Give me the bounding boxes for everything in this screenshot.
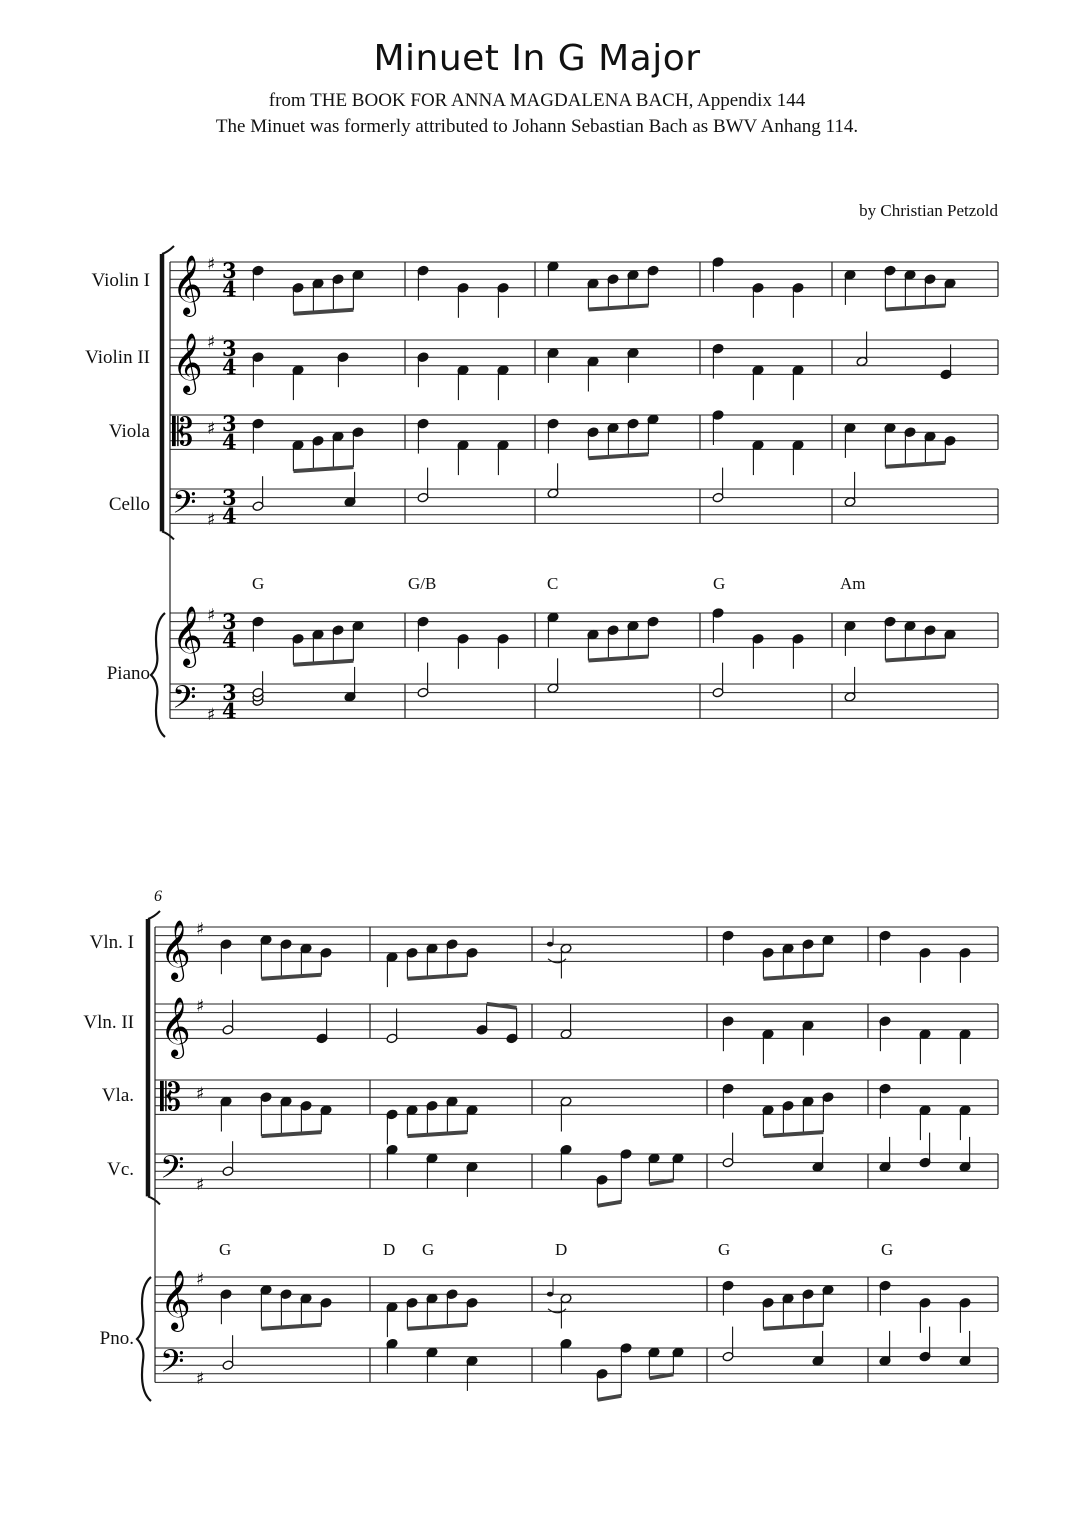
bracket-hook — [162, 246, 174, 254]
beam — [588, 454, 648, 458]
beam — [407, 1325, 467, 1329]
instrument-name-viola: Viola — [108, 421, 150, 442]
staff-lines — [155, 262, 998, 1382]
bracket-hook — [162, 531, 174, 539]
treble-clef: 𝄞 — [172, 333, 203, 393]
alto-clef: 𝄡 — [172, 410, 194, 454]
grace-note — [547, 1292, 553, 1297]
chord-symbol: C — [547, 574, 559, 593]
chord-symbol: G — [713, 574, 726, 593]
key-signature-sharp: ♯ — [207, 418, 216, 439]
beam — [407, 975, 467, 979]
beam — [597, 1202, 621, 1206]
beam — [597, 1396, 621, 1400]
instrument-name-cello: Cello — [108, 494, 150, 515]
piano-brace — [151, 613, 165, 737]
piano-brace — [137, 1277, 151, 1401]
instrument-name-piano: Pno. — [99, 1328, 134, 1349]
clefs — [160, 255, 237, 1389]
beam — [649, 1180, 673, 1184]
chord-symbol: D — [555, 1240, 568, 1259]
system-brackets — [137, 246, 174, 1401]
slur — [548, 959, 566, 963]
key-signature-sharp: ♯ — [196, 996, 205, 1017]
treble-clef: 𝄞 — [160, 997, 191, 1057]
bass-clef: 𝄢 — [160, 1149, 185, 1193]
time-signature-top: 3 — [222, 680, 237, 706]
bracket-hook — [148, 911, 160, 919]
beam — [407, 1132, 467, 1136]
beam — [763, 1132, 823, 1136]
chord-symbol: G — [422, 1240, 435, 1259]
key-signature-sharp: ♯ — [207, 605, 216, 626]
time-signature-bottom: 4 — [222, 276, 237, 302]
key-signature-sharp: ♯ — [207, 332, 216, 353]
chord-symbol: G — [252, 574, 265, 593]
treble-clef: 𝄞 — [172, 255, 203, 315]
chord-symbol: D — [383, 1240, 396, 1259]
bass-clef: 𝄢 — [172, 484, 197, 528]
time-signature-top: 3 — [222, 609, 237, 635]
bass-clef: 𝄢 — [172, 679, 197, 723]
time-signature-bottom: 4 — [222, 503, 237, 529]
page-title: Minuet In G Major — [373, 38, 701, 79]
key-signature-sharp: ♯ — [207, 705, 216, 726]
chord-symbol: G — [881, 1240, 894, 1259]
treble-clef: 𝄞 — [172, 606, 203, 666]
beam — [885, 306, 945, 310]
time-signature-bottom: 4 — [222, 698, 237, 724]
time-signature-bottom: 4 — [222, 354, 237, 380]
beam — [885, 657, 945, 661]
beam — [261, 975, 321, 979]
key-signature-sharp: ♯ — [196, 1369, 205, 1390]
instrument-name-violin-1: Violin I — [91, 270, 150, 291]
instrument-name-violin-2: Vln. II — [83, 1012, 134, 1033]
chord-symbol: Am — [840, 574, 866, 593]
time-signature-top: 3 — [222, 485, 237, 511]
treble-clef: 𝄞 — [160, 920, 191, 980]
beam — [763, 975, 823, 979]
key-signature-sharp: ♯ — [207, 254, 216, 275]
beam — [763, 1325, 823, 1329]
time-signature-top: 3 — [222, 336, 237, 362]
beam — [261, 1132, 321, 1136]
key-signature-sharp: ♯ — [196, 1269, 205, 1290]
chord-symbol: G — [219, 1240, 232, 1259]
slur — [548, 1309, 566, 1313]
alto-clef: 𝄡 — [160, 1075, 182, 1119]
measure-number: 6 — [154, 888, 162, 905]
beam — [293, 467, 353, 471]
key-signature-sharp: ♯ — [196, 1175, 205, 1196]
beam — [885, 463, 945, 467]
instrument-name-piano: Piano — [106, 663, 150, 684]
grace-note — [547, 942, 553, 947]
beam — [293, 310, 353, 314]
subtitle-line-2: The Minuet was formerly attributed to Johann Sebastian Bach as BWV Anhang 114. — [215, 116, 859, 137]
key-signature-sharp: ♯ — [196, 919, 205, 940]
beam — [588, 306, 648, 310]
time-signature-bottom: 4 — [222, 429, 237, 455]
bracket-hook — [148, 1196, 160, 1204]
time-signature-bottom: 4 — [222, 627, 237, 653]
subtitle-line-1: from THE BOOK FOR ANNA MAGDALENA BACH, Appendix 144 — [268, 90, 806, 111]
notes — [220, 257, 971, 1400]
beam — [261, 1325, 321, 1329]
time-signature-top: 3 — [222, 411, 237, 437]
composer-credit: by Christian Petzold — [859, 201, 998, 220]
beam — [649, 1374, 673, 1378]
instrument-name-viola: Vla. — [101, 1085, 134, 1106]
bass-clef: 𝄢 — [160, 1343, 185, 1387]
treble-clef: 𝄞 — [160, 1270, 191, 1330]
key-signature-sharp: ♯ — [196, 1083, 205, 1104]
key-signature-sharp: ♯ — [207, 510, 216, 531]
beam — [293, 661, 353, 665]
time-signature-top: 3 — [222, 258, 237, 284]
chord-symbol: G/B — [408, 574, 437, 593]
instrument-name-violin-2: Violin II — [85, 347, 150, 368]
beam — [588, 657, 648, 661]
instrument-name-violin-1: Vln. I — [89, 932, 134, 953]
instrument-name-cello: Vc. — [107, 1159, 134, 1180]
chord-symbol: G — [718, 1240, 731, 1259]
